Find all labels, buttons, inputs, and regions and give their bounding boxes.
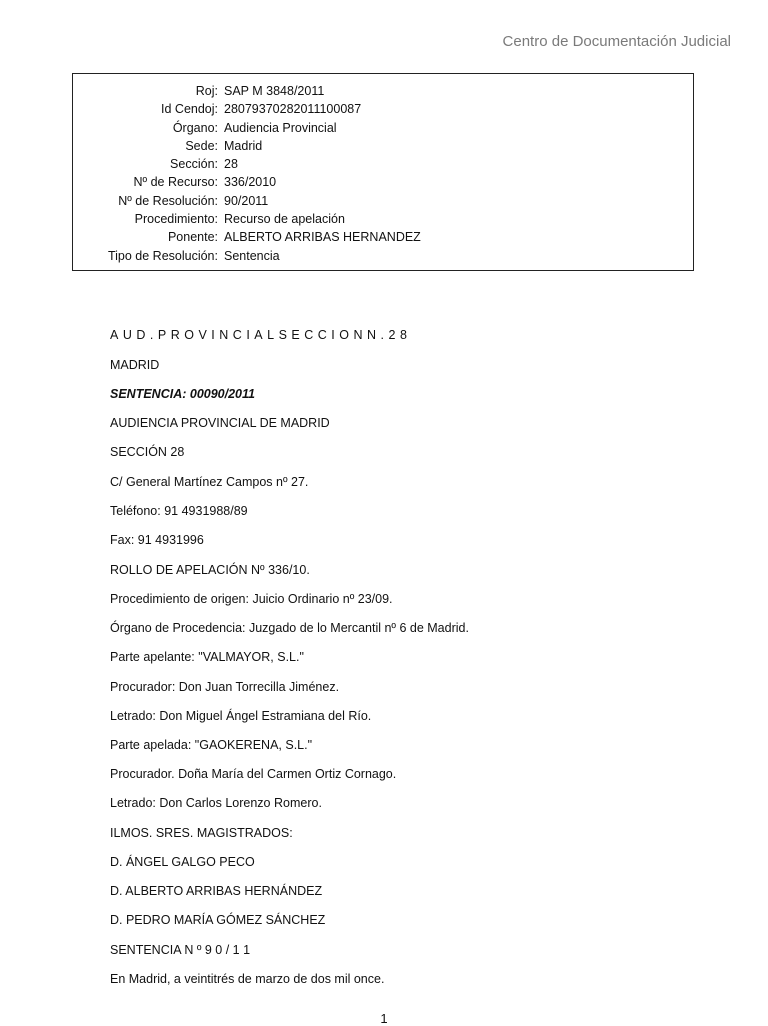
magistrado-2: D. ALBERTO ARRIBAS HERNÁNDEZ (110, 884, 323, 898)
meta-value: Madrid (224, 138, 263, 153)
phone-line: Teléfono: 91 4931988/89 (110, 504, 248, 518)
organo-procedencia-line: Órgano de Procedencia: Juzgado de lo Mercantil nº 6 de Madrid. (110, 621, 469, 635)
meta-row-tipo-resolucion (73, 247, 421, 265)
court-name-line: AUDIENCIA PROVINCIAL DE MADRID (110, 416, 330, 430)
meta-row-recurso (73, 173, 421, 191)
meta-value: 28079370282011100087 (224, 102, 362, 117)
meta-row-roj (73, 82, 421, 100)
meta-row-procedimiento (73, 210, 421, 228)
letrado-apelada-line: Letrado: Don Carlos Lorenzo Romero. (110, 796, 322, 810)
address-line: C/ General Martínez Campos nº 27. (110, 475, 309, 489)
meta-value: 28 (224, 157, 238, 172)
rollo-line: ROLLO DE APELACIÓN Nº 336/10. (110, 563, 310, 577)
magistrado-1: D. ÁNGEL GALGO PECO (110, 855, 255, 869)
parte-apelada-line: Parte apelada: "GAOKERENA, S.L." (110, 738, 313, 752)
procedimiento-origen-line: Procedimiento de origen: Juicio Ordinario nº 23/09. (110, 592, 393, 606)
meta-label: Tipo de Resolución: (107, 248, 218, 263)
sentencia-number-line: SENTENCIA N º 9 0 / 1 1 (110, 943, 251, 957)
meta-row-organo (73, 119, 421, 137)
meta-value: 336/2010 (224, 175, 277, 190)
meta-row-resolucion (73, 192, 421, 210)
meta-label: Órgano: (172, 120, 218, 135)
meta-row-id-cendoj (73, 100, 421, 118)
meta-label: Sección: (170, 157, 218, 172)
page-number: 1 (380, 1011, 388, 1026)
meta-value: ALBERTO ARRIBAS HERNANDEZ (224, 230, 421, 245)
meta-row-sede (73, 137, 421, 155)
meta-label: Nº de Resolución: (118, 193, 218, 208)
meta-row-seccion (73, 155, 421, 173)
meta-value: Recurso de apelación (224, 212, 345, 227)
letrado-apelante-line: Letrado: Don Miguel Ángel Estramiana del Río. (110, 709, 372, 723)
meta-label: Sede: (185, 138, 218, 153)
meta-value: SAP M 3848/2011 (224, 84, 325, 98)
meta-label: Nº de Recurso: (133, 175, 218, 190)
meta-label: Roj: (195, 84, 218, 98)
meta-row-ponente (73, 228, 421, 246)
meta-label: Ponente: (167, 230, 218, 245)
magistrado-3: D. PEDRO MARÍA GÓMEZ SÁNCHEZ (110, 913, 326, 927)
parte-apelante-line: Parte apelante: "VALMAYOR, S.L." (110, 650, 304, 664)
procurador-apelante-line: Procurador: Don Juan Torrecilla Jiménez. (110, 680, 340, 694)
procurador-apelada-line: Procurador. Doña María del Carmen Ortiz Cornago. (110, 767, 397, 781)
court-heading: AUD.PROVINCIALSECCIONN.28 (110, 328, 412, 342)
fax-line: Fax: 91 4931996 (110, 533, 204, 547)
city-line: MADRID (110, 358, 160, 372)
meta-label: Procedimiento: (134, 212, 218, 227)
sentencia-number-heading: SENTENCIA: 00090/2011 (110, 387, 255, 401)
metadata-box (72, 73, 694, 271)
meta-label: Id Cendoj: (161, 102, 218, 117)
meta-value: 90/2011 (224, 193, 269, 208)
meta-value: Audiencia Provincial (224, 120, 337, 135)
magistrados-heading: ILMOS. SRES. MAGISTRADOS: (110, 826, 293, 840)
metadata-table (73, 82, 421, 265)
header-title: Centro de Documentación Judicial (502, 33, 731, 50)
date-line: En Madrid, a veintitrés de marzo de dos mil once. (110, 972, 385, 986)
meta-value: Sentencia (224, 248, 280, 263)
section-line: SECCIÓN 28 (110, 445, 185, 459)
